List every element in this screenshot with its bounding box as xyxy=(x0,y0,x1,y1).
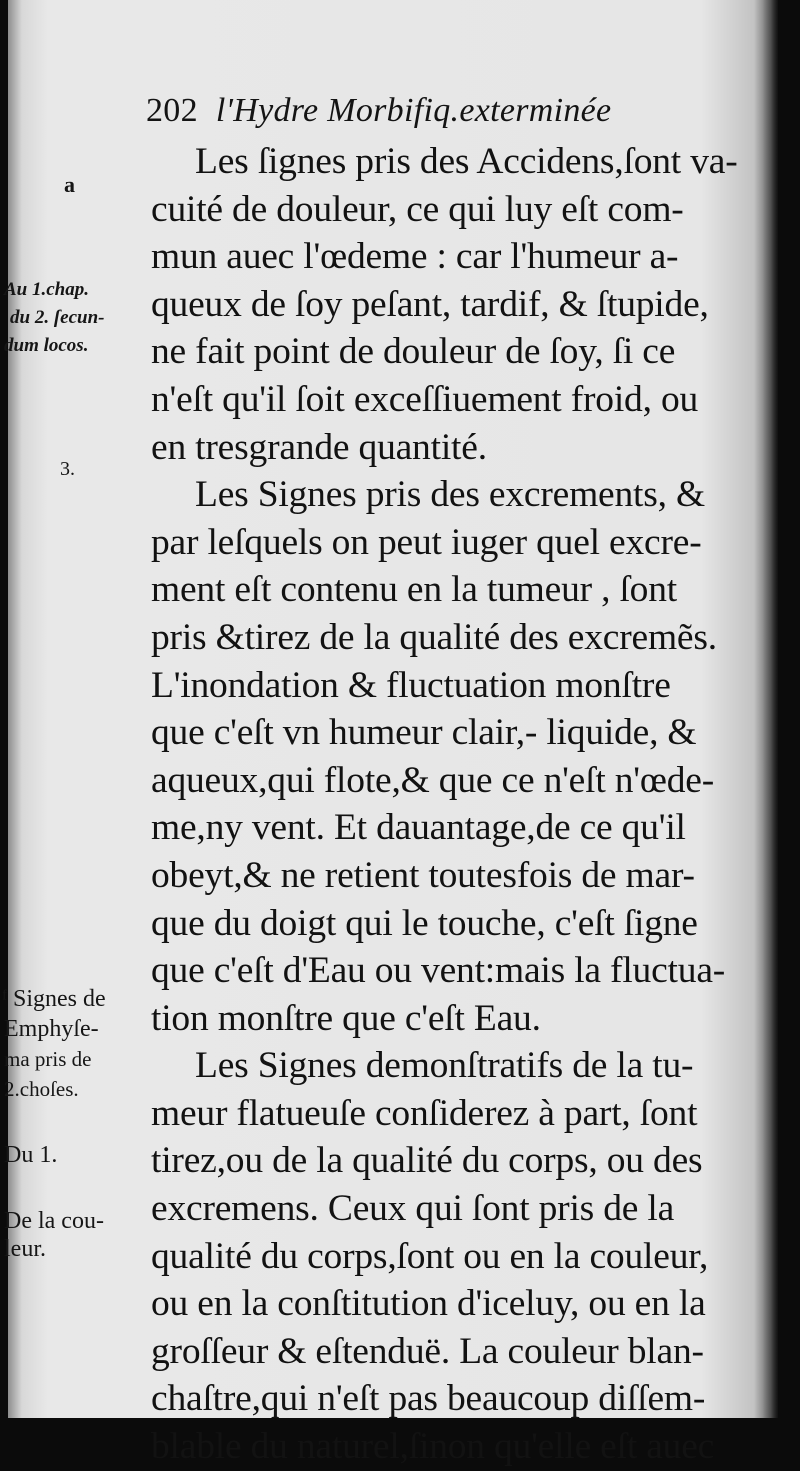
margin-note-line: Emphyſe- xyxy=(4,1016,99,1042)
text-line: tion monſtre que c'eſt Eau. xyxy=(151,997,541,1039)
text-line: me,ny vent. Et dauantage,de ce qu'il xyxy=(151,807,686,849)
margin-reference-line: du 2. ſecun- xyxy=(10,307,105,328)
text-line: par leſquels on peut iuger quel excre- xyxy=(151,521,702,563)
text-line: L'inondation & fluctuation monſtre xyxy=(151,664,671,706)
text-line: tirez,ou de la qualité du corps, ou des xyxy=(151,1140,703,1182)
page-number: 202 xyxy=(146,92,198,129)
text-line: blable du naturel,ſinon qu'elle eſt auec xyxy=(151,1426,715,1468)
text-line: cuité de douleur, ce qui luy eſt com- xyxy=(151,188,684,230)
text-line: mun auec l'œdeme : car l'humeur a- xyxy=(151,236,679,278)
text-line: chaſtre,qui n'eſt pas beaucoup diſſem- xyxy=(151,1378,706,1420)
text-line: queux de ſoy peſant, tardif, & ſtupide, xyxy=(151,283,709,325)
margin-note-line: leur. xyxy=(4,1236,46,1262)
margin-note-line: ᶠ Signes de xyxy=(2,986,106,1012)
text-line: Les ſignes pris des Accidens,ſont va- xyxy=(195,141,738,182)
text-line: Les Signes demonſtratifs de la tu- xyxy=(195,1045,694,1087)
text-line: ou en la conſtitution d'iceluy, ou en la xyxy=(151,1283,706,1325)
margin-note-line: 2.choſes. xyxy=(4,1077,79,1101)
text-line: n'eſt qu'il ſoit exceſſiuement froid, ou xyxy=(151,378,699,420)
text-line: que c'eſt vn humeur clair,- liquide, & xyxy=(151,712,697,754)
margin-reference-line: Au 1.chap. xyxy=(4,279,89,300)
margin-reference-line: dum locos. xyxy=(4,335,89,356)
text-line: obeyt,& ne retient toutesfois de mar- xyxy=(151,854,695,896)
text-line: qualité du corps,ſont ou en la couleur, xyxy=(151,1235,709,1277)
margin-note-line: ma pris de xyxy=(4,1047,92,1071)
margin-note-line: De la cou- xyxy=(4,1208,104,1234)
text-line: en tresgrande quantité. xyxy=(151,426,487,468)
running-header xyxy=(146,92,766,138)
text-line: pris &tirez de la qualité des excremẽs. xyxy=(151,616,717,658)
margin-mark-a: a xyxy=(64,172,75,197)
text-line: que du doigt qui le touche, c'eſt ſigne xyxy=(151,902,698,944)
margin-note-du-1: Du 1. xyxy=(4,1142,58,1168)
text-line: meur flatueuſe conſiderez à part, ſont xyxy=(151,1092,698,1134)
text-line: Les Signes pris des excrements, & xyxy=(195,474,705,516)
main-text-block xyxy=(151,138,769,1471)
page-gutter-shadow xyxy=(754,0,778,1418)
text-line: excremens. Ceux qui ſont pris de la xyxy=(151,1188,675,1230)
running-title: l'Hydre Morbifiq.exterminée xyxy=(215,92,612,129)
text-line: aqueux,qui flote,& que ce n'eſt n'œde- xyxy=(151,759,715,801)
text-line: ne fait point de douleur de ſoy, ſi ce xyxy=(151,331,676,373)
text-line: que c'eſt d'Eau ou vent:mais la fluctua- xyxy=(151,950,726,992)
book-page xyxy=(2,0,778,1468)
text-line: groſſeur & eſtenduë. La couleur blan- xyxy=(151,1330,704,1372)
text-line: ment eſt contenu en la tumeur , ſont xyxy=(151,569,677,611)
margin-mark-3: 3. xyxy=(60,458,75,480)
